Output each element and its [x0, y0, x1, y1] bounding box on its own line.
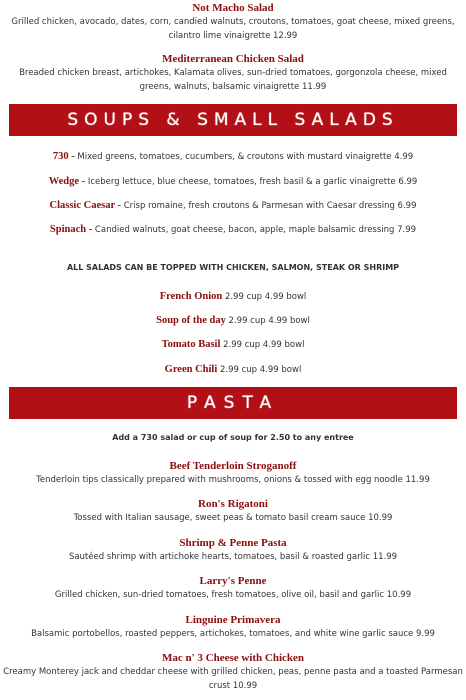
item-name: Spinach - — [49, 224, 93, 235]
menu-item — [0, 460, 466, 487]
menu-item — [0, 498, 466, 525]
item-description: Sautéed shrimp with artichoke hearts, tomatoes, basil & roasted garlic 11.99 — [68, 552, 398, 562]
item-description: 2.99 cup 4.99 bowl — [225, 316, 310, 326]
item-description: Crisp romaine, fresh croutons & Parmesan with Caesar dressing 6.99 — [121, 201, 417, 211]
menu-item — [0, 2, 466, 43]
menu-item — [0, 363, 466, 377]
item-name: Classic Caesar - — [49, 200, 122, 211]
item-name: Mac n' 3 Cheese with Chicken — [161, 652, 305, 664]
item-name: Tomato Basil — [161, 339, 221, 350]
item-name: 730 - — [52, 151, 75, 162]
item-name: Shrimp & Penne Pasta — [179, 537, 287, 549]
menu-item — [0, 537, 466, 564]
item-name: Linguine Primavera — [185, 614, 281, 626]
menu-item — [0, 652, 466, 693]
section-banner-soups-salads: SOUPS & SMALL SALADS — [9, 104, 457, 136]
menu-item — [0, 223, 466, 237]
item-description: 2.99 cup 4.99 bowl — [222, 292, 307, 302]
menu-item — [0, 314, 466, 328]
item-name: Beef Tenderloin Stroganoff — [169, 460, 297, 472]
item-name: French Onion — [159, 291, 223, 302]
menu-item — [0, 575, 466, 602]
item-name: Green Chili — [164, 364, 218, 375]
item-description: Grilled chicken, avocado, dates, corn, candied walnuts, croutons, tomatoes, goat cheese, mixed greens, cilantro lime vinaigrette 12.99 — [11, 17, 455, 41]
salads-topping-note: ALL SALADS CAN BE TOPPED WITH CHICKEN, SALMON, STEAK OR SHRIMP — [66, 263, 400, 272]
menu-item — [0, 150, 466, 164]
item-description: 2.99 cup 4.99 bowl — [217, 365, 302, 375]
item-description: 2.99 cup 4.99 bowl — [220, 340, 305, 350]
section-banner-pasta: PASTA — [9, 387, 457, 419]
item-name: Ron's Rigatoni — [198, 498, 268, 510]
pasta-add-on-note: Add a 730 salad or cup of soup for 2.50 to any entree — [112, 433, 354, 442]
menu-item — [0, 199, 466, 213]
menu-item — [0, 614, 466, 641]
menu-item — [0, 53, 466, 94]
item-description: Candied walnuts, goat cheese, bacon, apple, maple balsamic dressing 7.99 — [92, 225, 417, 235]
item-description: Breaded chicken breast, artichokes, Kalamata olives, sun-dried tomatoes, gorgonzola cheese, mixed greens, walnuts, balsamic vinaigrette 11.99 — [19, 68, 447, 92]
item-name: Mediterranean Chicken Salad — [162, 53, 304, 65]
item-description: Mixed greens, tomatoes, cucumbers, & croutons with mustard vinaigrette 4.99 — [74, 152, 414, 162]
item-description: Tenderloin tips classically prepared with mushrooms, onions & tossed with egg noodle 11.99 — [36, 475, 430, 485]
item-name: Wedge - — [48, 176, 86, 187]
item-description: Grilled chicken, sun-dried tomatoes, fresh tomatoes, olive oil, basil and garlic 10.99 — [54, 590, 412, 600]
item-description: Creamy Monterey jack and cheddar cheese with grilled chicken, peas, penne pasta and a toasted Parmesan crust 10.99 — [3, 667, 463, 691]
item-description: Balsamic portobellos, roasted peppers, artichokes, tomatoes, and white wine garlic sauce 9.99 — [31, 629, 435, 639]
item-description: Iceberg lettuce, blue cheese, tomatoes, fresh basil & a garlic vinaigrette 6.99 — [85, 177, 418, 187]
item-name: Soup of the day — [156, 315, 226, 326]
menu-item — [0, 338, 466, 352]
item-name: Not Macho Salad — [192, 2, 274, 14]
item-name: Larry's Penne — [199, 575, 267, 587]
item-description: Tossed with Italian sausage, sweet peas & tomato basil cream sauce 10.99 — [73, 513, 393, 523]
menu-item — [0, 175, 466, 189]
menu-item — [0, 290, 466, 304]
